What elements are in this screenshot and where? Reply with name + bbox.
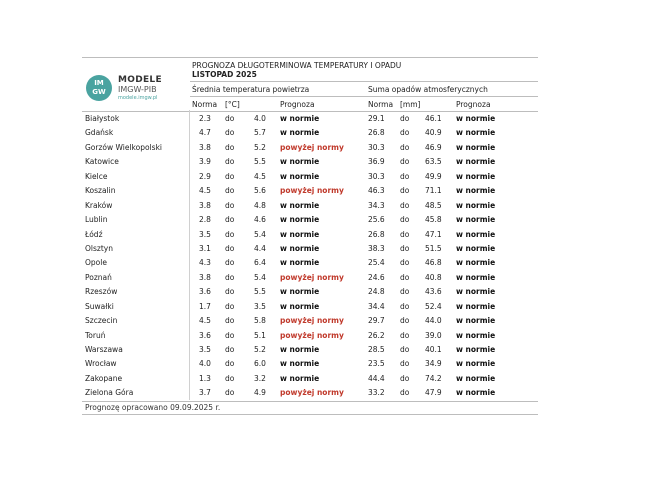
city-name: Kielce (85, 171, 108, 181)
precip-norm-max: 46.1 (425, 114, 442, 123)
temp-range-to: do (225, 345, 235, 354)
temp-norm-max: 5.1 (254, 330, 266, 340)
precip-norm-min: 26.2 (368, 330, 385, 340)
temp-range-to: do (225, 301, 235, 311)
temp-forecast: powyżej normy (280, 388, 344, 398)
precip-norm-min: 28.5 (368, 345, 385, 354)
precip-norm-max: 47.9 (425, 388, 442, 398)
temp-range-to: do (225, 373, 235, 383)
city-name: Kraków (85, 200, 113, 210)
forecast-period: LISTOPAD 2025 (192, 70, 257, 79)
temp-norm-max: 4.8 (254, 200, 266, 210)
precip-forecast: w normie (456, 287, 496, 297)
precip-range-to: do (400, 229, 410, 239)
precip-norm-min: 26.8 (368, 229, 385, 239)
temp-norm-min: 3.1 (199, 243, 211, 253)
precip-norm-max: 46.9 (425, 142, 442, 152)
temp-forecast: w normie (280, 128, 320, 138)
precip-forecast: w normie (456, 330, 496, 340)
temp-norm-max: 5.2 (254, 142, 266, 152)
footer-note: Prognozę opracowano 09.09.2025 r. (85, 403, 221, 412)
precip-norm-max: 45.8 (425, 215, 442, 225)
temp-range-to: do (225, 157, 235, 167)
table-row (82, 343, 538, 357)
temp-norm-max: 5.7 (254, 128, 266, 138)
temp-range-to: do (225, 330, 235, 340)
temp-norm-min: 3.9 (199, 157, 211, 167)
precip-norm-max: 40.8 (425, 272, 442, 282)
temp-norm-min: 1.3 (199, 373, 211, 383)
table-row (82, 155, 538, 169)
table-row (82, 184, 538, 198)
header-divider (190, 81, 538, 82)
temp-range-to: do (225, 171, 235, 181)
table-row (82, 256, 538, 270)
precip-range-to: do (400, 388, 410, 398)
temp-norm-min: 2.3 (199, 114, 211, 123)
city-name: Rzeszów (85, 287, 118, 297)
table-row (82, 271, 538, 285)
temp-range-to: do (225, 272, 235, 282)
precip-norm-min: 36.9 (368, 157, 385, 167)
temp-forecast: w normie (280, 345, 320, 354)
temp-range-to: do (225, 287, 235, 297)
temp-norm-max: 6.4 (254, 258, 266, 268)
city-name: Lublin (85, 215, 108, 225)
temp-norm-min: 3.5 (199, 345, 211, 354)
logo-badge-icon (86, 75, 112, 101)
temp-norm-min: 3.6 (199, 287, 211, 297)
temp-norm-max: 4.6 (254, 215, 266, 225)
precip-forecast: w normie (456, 142, 496, 152)
temp-norm-max: 4.5 (254, 171, 266, 181)
temp-forecast: w normie (280, 215, 320, 225)
precip-range-to: do (400, 359, 410, 369)
precip-forecast: w normie (456, 114, 496, 123)
table-row (82, 213, 538, 227)
precip-norm-min: 29.1 (368, 114, 385, 123)
temp-forecast: powyżej normy (280, 316, 344, 326)
logo-url: modele.imgw.pl (118, 95, 158, 101)
precip-norm-min: 25.6 (368, 215, 385, 225)
temp-norm-min: 2.9 (199, 171, 211, 181)
table-row (82, 357, 538, 371)
precip-norm-min: 44.4 (368, 373, 385, 383)
logo-subtitle: IMGW-PIB (118, 85, 157, 94)
temp-norm-max: 4.9 (254, 388, 266, 398)
temp-forecast: w normie (280, 359, 320, 369)
city-name: Łódź (85, 229, 103, 239)
temp-forecast: w normie (280, 114, 320, 123)
temp-forecast: w normie (280, 171, 320, 181)
precip-norm-max: 39.0 (425, 330, 442, 340)
table-row (82, 329, 538, 343)
precip-forecast: w normie (456, 215, 496, 225)
precip-norm-max: 47.1 (425, 229, 442, 239)
precip-range-to: do (400, 186, 410, 196)
temp-forecast: powyżej normy (280, 272, 344, 282)
temp-norm-max: 6.0 (254, 359, 266, 369)
city-name: Opole (85, 258, 107, 268)
city-name: Białystok (85, 114, 120, 123)
precip-norm-max: 63.5 (425, 157, 442, 167)
temp-forecast: w normie (280, 200, 320, 210)
temp-norm-min: 4.3 (199, 258, 211, 268)
precip-range-to: do (400, 301, 410, 311)
imgw-logo (86, 75, 196, 105)
precip-norm-min: 29.7 (368, 316, 385, 326)
precip-range-to: do (400, 128, 410, 138)
city-name: Olsztyn (85, 243, 113, 253)
precip-forecast: w normie (456, 388, 496, 398)
temp-unit-header: [°C] (225, 100, 240, 109)
precip-forecast: w normie (456, 272, 496, 282)
precip-norm-max: 74.2 (425, 373, 442, 383)
temp-norm-min: 3.7 (199, 388, 211, 398)
temp-norm-min: 4.0 (199, 359, 211, 369)
footer-divider (82, 414, 538, 415)
precip-range-to: do (400, 114, 410, 123)
city-name: Wrocław (85, 359, 117, 369)
precip-norm-min: 34.4 (368, 301, 385, 311)
precip-range-to: do (400, 373, 410, 383)
table-row (82, 228, 538, 242)
city-name: Katowice (85, 157, 119, 167)
temp-norm-max: 4.4 (254, 243, 266, 253)
table-row (82, 199, 538, 213)
precip-unit-header: [mm] (400, 100, 421, 109)
table-bottom-divider (82, 401, 538, 402)
temp-range-to: do (225, 114, 235, 123)
precip-norm-max: 40.9 (425, 128, 442, 138)
precip-norm-max: 48.5 (425, 200, 442, 210)
precip-norm-min: 30.3 (368, 142, 385, 152)
precip-forecast: w normie (456, 345, 496, 354)
precip-norm-min: 33.2 (368, 388, 385, 398)
precip-forecast: w normie (456, 200, 496, 210)
precip-norm-max: 34.9 (425, 359, 442, 369)
forecast-table-body (82, 112, 538, 401)
precip-norm-min: 38.3 (368, 243, 385, 253)
city-name: Zielona Góra (85, 388, 134, 398)
temp-range-to: do (225, 229, 235, 239)
temp-norm-min: 2.8 (199, 215, 211, 225)
precip-norm-max: 52.4 (425, 301, 442, 311)
temp-range-to: do (225, 128, 235, 138)
precip-forecast: w normie (456, 301, 496, 311)
temp-forecast: powyżej normy (280, 186, 344, 196)
city-name: Suwałki (85, 301, 114, 311)
precip-forecast: w normie (456, 157, 496, 167)
temp-forecast: w normie (280, 243, 320, 253)
precip-norm-min: 34.3 (368, 200, 385, 210)
temp-norm-min: 4.5 (199, 316, 211, 326)
precip-range-to: do (400, 316, 410, 326)
temp-prognoza-header: Prognoza (280, 100, 315, 109)
top-divider (82, 57, 538, 58)
precip-norm-min: 23.5 (368, 359, 385, 369)
precip-forecast: w normie (456, 186, 496, 196)
table-row (82, 170, 538, 184)
precip-range-to: do (400, 157, 410, 167)
city-name: Koszalin (85, 186, 116, 196)
temp-norm-min: 3.5 (199, 229, 211, 239)
precip-norm-min: 26.8 (368, 128, 385, 138)
precip-forecast: w normie (456, 229, 496, 239)
city-name: Toruń (85, 330, 106, 340)
temp-forecast: w normie (280, 157, 320, 167)
precip-range-to: do (400, 330, 410, 340)
temp-norm-min: 3.8 (199, 272, 211, 282)
precip-norma-header: Norma (368, 100, 394, 109)
temp-forecast: w normie (280, 229, 320, 239)
table-row (82, 285, 538, 299)
precip-norm-max: 46.8 (425, 258, 442, 268)
precip-norm-max: 51.5 (425, 243, 442, 253)
temp-norm-min: 3.8 (199, 200, 211, 210)
precip-norm-max: 43.6 (425, 287, 442, 297)
precip-range-to: do (400, 215, 410, 225)
precipitation-section-label: Suma opadów atmosferycznych (368, 85, 488, 94)
temp-range-to: do (225, 186, 235, 196)
precip-norm-max: 40.1 (425, 345, 442, 354)
precip-forecast: w normie (456, 373, 496, 383)
table-row (82, 372, 538, 386)
city-name: Poznań (85, 272, 112, 282)
city-name: Gdańsk (85, 128, 114, 138)
temperature-section-label: Średnia temperatura powietrza (192, 85, 310, 94)
precip-norm-max: 71.1 (425, 186, 442, 196)
precip-range-to: do (400, 258, 410, 268)
precip-forecast: w normie (456, 258, 496, 268)
temp-norm-max: 3.2 (254, 373, 266, 383)
temp-norm-max: 5.2 (254, 345, 266, 354)
temp-forecast: w normie (280, 287, 320, 297)
precip-norm-min: 30.3 (368, 171, 385, 181)
temp-range-to: do (225, 200, 235, 210)
logo-badge-bottom: GW (92, 88, 106, 96)
temp-forecast: powyżej normy (280, 142, 344, 152)
precip-forecast: w normie (456, 171, 496, 181)
precip-range-to: do (400, 345, 410, 354)
temp-norm-max: 5.4 (254, 272, 266, 282)
temp-norm-max: 5.4 (254, 229, 266, 239)
temp-range-to: do (225, 142, 235, 152)
precip-norm-max: 44.0 (425, 316, 442, 326)
precip-forecast: w normie (456, 316, 496, 326)
precip-forecast: w normie (456, 128, 496, 138)
temp-norm-max: 4.0 (254, 114, 266, 123)
precip-range-to: do (400, 272, 410, 282)
table-row (82, 112, 538, 126)
precip-norm-max: 49.9 (425, 171, 442, 181)
temp-norm-max: 3.5 (254, 301, 266, 311)
precip-range-to: do (400, 142, 410, 152)
precip-prognoza-header: Prognoza (456, 100, 491, 109)
table-row (82, 141, 538, 155)
logo-title: MODELE (118, 75, 162, 85)
precip-range-to: do (400, 287, 410, 297)
table-row (82, 242, 538, 256)
precip-forecast: w normie (456, 359, 496, 369)
precip-norm-min: 24.6 (368, 272, 385, 282)
city-name: Zakopane (85, 373, 123, 383)
table-row (82, 386, 538, 400)
temp-forecast: w normie (280, 301, 320, 311)
temp-range-to: do (225, 258, 235, 268)
temp-forecast: w normie (280, 373, 320, 383)
precip-norm-min: 25.4 (368, 258, 385, 268)
table-row (82, 126, 538, 140)
precip-range-to: do (400, 200, 410, 210)
section-divider (190, 96, 538, 97)
temp-range-to: do (225, 388, 235, 398)
temp-norm-max: 5.5 (254, 157, 266, 167)
temp-norm-min: 3.8 (199, 142, 211, 152)
temp-range-to: do (225, 316, 235, 326)
temp-range-to: do (225, 215, 235, 225)
precip-norm-min: 24.8 (368, 287, 385, 297)
temp-norm-max: 5.6 (254, 186, 266, 196)
temp-norm-max: 5.5 (254, 287, 266, 297)
temp-forecast: powyżej normy (280, 330, 344, 340)
table-row (82, 300, 538, 314)
temp-range-to: do (225, 359, 235, 369)
temp-forecast: w normie (280, 258, 320, 268)
precip-forecast: w normie (456, 243, 496, 253)
city-name: Szczecin (85, 316, 118, 326)
page-title: PROGNOZA DŁUGOTERMINOWA TEMPERATURY I OPADU (192, 61, 402, 70)
city-name: Warszawa (85, 345, 123, 354)
table-row (82, 314, 538, 328)
city-name: Gorzów Wielkopolski (85, 142, 162, 152)
temp-norm-min: 3.6 (199, 330, 211, 340)
temp-norm-max: 5.8 (254, 316, 266, 326)
logo-badge-top: IM (94, 79, 104, 87)
temp-range-to: do (225, 243, 235, 253)
temp-norma-header: Norma (192, 100, 218, 109)
temp-norm-min: 4.5 (199, 186, 211, 196)
precip-range-to: do (400, 243, 410, 253)
precip-norm-min: 46.3 (368, 186, 385, 196)
temp-norm-min: 1.7 (199, 301, 211, 311)
precip-range-to: do (400, 171, 410, 181)
temp-norm-min: 4.7 (199, 128, 211, 138)
